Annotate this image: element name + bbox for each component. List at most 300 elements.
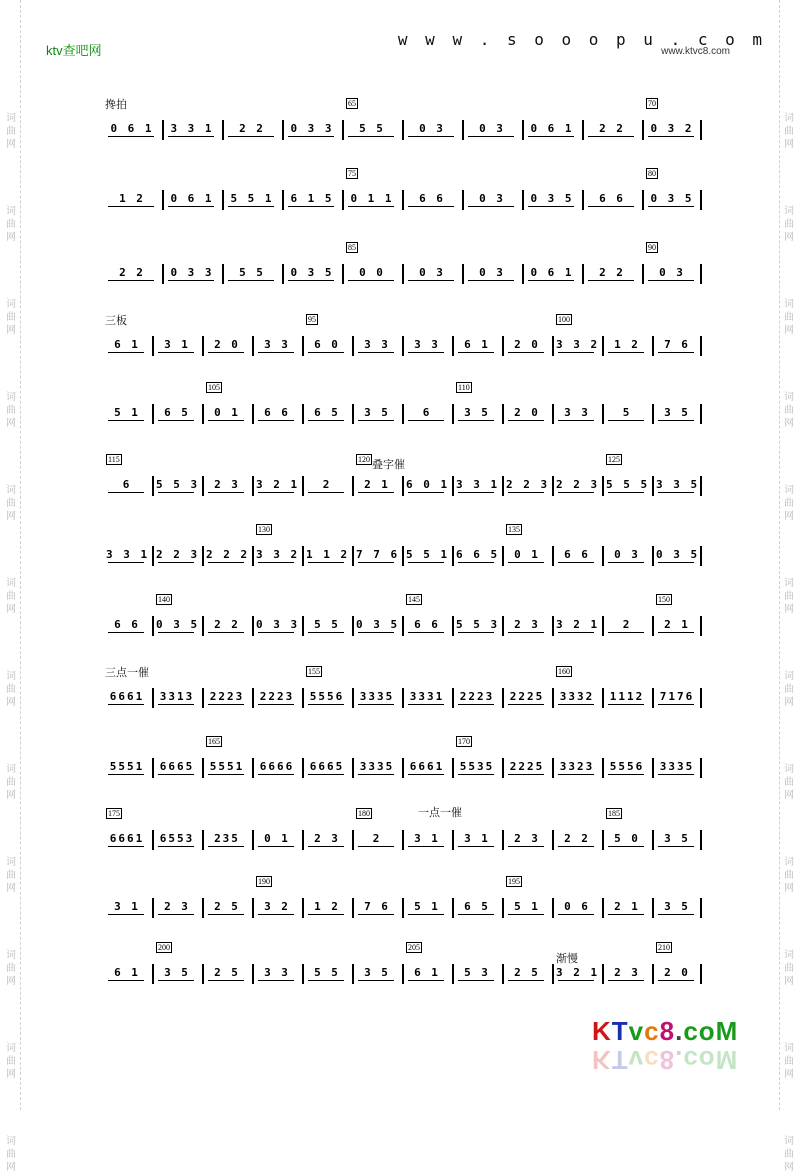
measure	[456, 760, 498, 773]
beam-underline	[608, 632, 644, 633]
measure-notes: 3 1	[464, 832, 490, 845]
measure-notes: 5 5 5	[606, 478, 650, 491]
watermark-glyph: 词	[6, 113, 16, 124]
bar-line	[222, 190, 224, 210]
beam-underline	[458, 492, 494, 493]
bar-line	[252, 758, 254, 778]
watermark-glyph: 曲	[784, 312, 794, 323]
bar-line	[252, 964, 254, 984]
bar-line	[602, 688, 604, 708]
bar-line	[282, 190, 284, 210]
bar-line	[552, 964, 554, 984]
measure	[356, 966, 398, 979]
beam-underline	[108, 914, 144, 915]
watermark-glyph: 曲	[6, 870, 16, 881]
measure-notes: 2 5	[214, 966, 240, 979]
beam-underline	[208, 980, 244, 981]
bar-line	[652, 964, 654, 984]
score-row	[102, 943, 702, 990]
measure-notes: 6553	[159, 832, 195, 845]
measure-number-box: 175	[108, 809, 120, 818]
measure	[206, 618, 248, 631]
bar-line	[202, 688, 204, 708]
bar-line	[152, 758, 154, 778]
measure-notes: 3 5	[664, 900, 690, 913]
measure	[106, 618, 148, 631]
measure-notes: 3 3	[264, 966, 290, 979]
watermark-glyph: 曲	[784, 1056, 794, 1067]
measure	[256, 338, 298, 351]
bar-line	[602, 898, 604, 918]
bar-line	[652, 898, 654, 918]
bar-line	[302, 336, 304, 356]
measure	[356, 690, 398, 703]
measure	[656, 760, 698, 773]
measure	[606, 690, 648, 703]
beam-underline	[358, 980, 394, 981]
measure	[356, 548, 398, 561]
beam-underline	[508, 352, 544, 353]
bar-line	[352, 688, 354, 708]
measure-notes: 3 1	[114, 900, 140, 913]
measure	[456, 690, 498, 703]
bar-line	[452, 336, 454, 356]
watermark-glyph-group	[784, 391, 794, 430]
watermark-glyph: 词	[6, 578, 16, 589]
watermark-glyph: 词	[6, 392, 16, 403]
beam-underline	[658, 492, 694, 493]
beam-underline	[408, 774, 444, 775]
bar-line	[252, 404, 254, 424]
beam-underline	[408, 562, 444, 563]
bar-line	[652, 404, 654, 424]
bar-line	[452, 830, 454, 850]
beam-underline	[558, 774, 594, 775]
measure-notes: 6661	[409, 760, 445, 773]
bar-line	[152, 546, 154, 566]
beam-underline	[558, 562, 594, 563]
watermark-glyph: 曲	[6, 963, 16, 974]
beam-underline	[258, 980, 294, 981]
watermark-glyph: 词	[6, 206, 16, 217]
watermark-glyph-group	[784, 856, 794, 895]
bar-line	[162, 120, 164, 140]
logo-letter: .	[675, 1016, 684, 1046]
measure-notes: 5535	[459, 760, 495, 773]
measure-notes: 2 2	[119, 266, 145, 279]
measure	[656, 548, 698, 561]
watermark-glyph: 词	[784, 950, 794, 961]
beam-underline	[508, 632, 544, 633]
bar-line	[452, 476, 454, 496]
measure-notes: 0 3 3	[256, 618, 300, 631]
beam-underline	[508, 774, 544, 775]
score-row	[102, 595, 702, 642]
measure-notes: 0 6	[564, 900, 590, 913]
bar-line	[152, 898, 154, 918]
right-watermark-strip	[779, 0, 798, 1173]
watermark-glyph: 曲	[784, 1149, 794, 1160]
end-bar-line	[700, 964, 702, 984]
bar-line	[302, 830, 304, 850]
measure-number-box: 125	[608, 455, 620, 464]
measure	[656, 406, 698, 419]
measure-notes: 0 6 1	[530, 266, 574, 279]
beam-underline	[258, 914, 294, 915]
beam-underline	[158, 562, 194, 563]
bar-line	[402, 964, 404, 984]
measure-notes: 3 5	[164, 966, 190, 979]
measure-notes: 0 3	[479, 192, 505, 205]
measure	[556, 832, 598, 845]
beam-underline	[158, 704, 194, 705]
watermark-glyph: 网	[6, 325, 16, 336]
measure	[556, 478, 598, 491]
site-name-left[interactable]: ktv查吧网	[46, 43, 102, 58]
measure	[606, 548, 648, 561]
measure-notes: 0 3	[659, 266, 685, 279]
bar-line	[352, 476, 354, 496]
watermark-glyph: 词	[784, 392, 794, 403]
measure-notes: 0 3	[419, 122, 445, 135]
measure-notes: 2 3	[514, 832, 540, 845]
watermark-glyph: 词	[784, 671, 794, 682]
bar-line	[352, 546, 354, 566]
watermark-glyph: 曲	[784, 963, 794, 974]
beam-underline	[308, 632, 344, 633]
beam-underline	[648, 280, 694, 281]
measure-number-box: 110	[458, 383, 470, 392]
measure	[456, 966, 498, 979]
measure	[306, 478, 348, 491]
measure-notes: 7 6	[664, 338, 690, 351]
site-subtitle-right[interactable]: www.ktvc8.com	[661, 46, 730, 57]
bar-line	[582, 190, 584, 210]
watermark-glyph: 曲	[6, 498, 16, 509]
measure-notes: 3 5	[464, 406, 490, 419]
watermark-glyph-group	[784, 1042, 794, 1081]
beam-underline	[358, 704, 394, 705]
bar-line	[342, 190, 344, 210]
beam-underline	[308, 562, 344, 563]
measure	[106, 406, 148, 419]
beam-underline	[288, 206, 334, 207]
measure	[166, 122, 218, 135]
watermark-glyph: 网	[6, 604, 16, 615]
bar-line	[652, 616, 654, 636]
beam-underline	[208, 632, 244, 633]
watermark-glyph-group	[6, 391, 16, 430]
measure	[406, 832, 448, 845]
measure-notes: 7176	[659, 690, 695, 703]
measure	[156, 832, 198, 845]
bar-line	[302, 758, 304, 778]
bar-line	[452, 898, 454, 918]
bar-line	[502, 898, 504, 918]
measure	[526, 266, 578, 279]
measure	[506, 900, 548, 913]
beam-underline	[228, 206, 274, 207]
measure	[506, 832, 548, 845]
bar-line	[352, 616, 354, 636]
logo-letter: T	[611, 1045, 629, 1075]
score-row	[102, 877, 702, 924]
measure	[256, 618, 298, 631]
beam-underline	[558, 704, 594, 705]
measure	[656, 690, 698, 703]
beam-underline	[558, 914, 594, 915]
watermark-glyph: 曲	[784, 498, 794, 509]
bar-line	[602, 546, 604, 566]
beam-underline	[348, 136, 394, 137]
measure-notes: 5 5 3	[456, 618, 500, 631]
beam-underline	[358, 774, 394, 775]
measure-notes: 2223	[209, 690, 245, 703]
bar-line	[552, 898, 554, 918]
watermark-glyph: 曲	[784, 777, 794, 788]
watermark-glyph-group	[6, 484, 16, 523]
measure-number-box: 160	[558, 667, 570, 676]
bar-line	[552, 688, 554, 708]
watermark-glyph: 词	[6, 1136, 16, 1147]
measure-number-box: 75	[348, 169, 356, 178]
measure-notes: 2 0	[514, 338, 540, 351]
bar-line	[652, 688, 654, 708]
watermark-glyph: 词	[6, 671, 16, 682]
watermark-glyph: 曲	[784, 126, 794, 137]
logo-letter: T	[611, 1016, 629, 1046]
beam-underline	[348, 206, 394, 207]
bar-line	[352, 898, 354, 918]
measure	[226, 122, 278, 135]
measure	[106, 832, 148, 845]
measure	[206, 478, 248, 491]
measure	[406, 900, 448, 913]
site-url-right[interactable]: w w w . s o o o p u . c o m	[397, 30, 766, 49]
measure	[356, 618, 398, 631]
bar-line	[252, 546, 254, 566]
measure-notes: 2	[622, 618, 632, 631]
watermark-glyph: 曲	[6, 777, 16, 788]
watermark-glyph: 网	[784, 697, 794, 708]
measure	[156, 618, 198, 631]
measure-number-box: 170	[458, 737, 470, 746]
measure	[506, 966, 548, 979]
measure-notes: 3 5	[364, 406, 390, 419]
measure-notes: 3 3	[364, 338, 390, 351]
bar-line	[582, 120, 584, 140]
measure	[606, 760, 648, 773]
measure	[226, 192, 278, 205]
measure	[586, 122, 638, 135]
beam-underline	[458, 846, 494, 847]
watermark-glyph: 网	[784, 1162, 794, 1173]
measure-number-box: 80	[648, 169, 656, 178]
beam-underline	[158, 492, 194, 493]
measure-notes: 2 1	[364, 478, 390, 491]
measure	[256, 548, 298, 561]
beam-underline	[458, 980, 494, 981]
measure	[256, 406, 298, 419]
bar-line	[452, 546, 454, 566]
beam-underline	[158, 980, 194, 981]
measure-notes: 6665	[159, 760, 195, 773]
measure-number-box: 155	[308, 667, 320, 676]
beam-underline	[108, 562, 144, 563]
bar-line	[642, 120, 644, 140]
beam-underline	[358, 492, 394, 493]
measure	[156, 690, 198, 703]
beam-underline	[158, 774, 194, 775]
bar-line	[652, 830, 654, 850]
measure-number-box: 180	[358, 809, 370, 818]
measure	[106, 966, 148, 979]
measure	[306, 338, 348, 351]
measure	[506, 406, 548, 419]
bar-line	[202, 476, 204, 496]
measure-notes: 0 3	[479, 122, 505, 135]
measure-notes: 2223	[259, 690, 295, 703]
measure-notes: 2	[322, 478, 332, 491]
watermark-glyph: 词	[784, 299, 794, 310]
watermark-glyph-group	[784, 949, 794, 988]
bar-line	[282, 264, 284, 284]
watermark-glyph: 网	[6, 790, 16, 801]
bar-line	[552, 336, 554, 356]
measure	[356, 760, 398, 773]
measure	[256, 900, 298, 913]
measure-notes: 0 6 1	[110, 122, 154, 135]
watermark-glyph: 曲	[6, 1056, 16, 1067]
bar-line	[502, 758, 504, 778]
bar-line	[282, 120, 284, 140]
bar-line	[502, 546, 504, 566]
bar-line	[152, 830, 154, 850]
beam-underline	[308, 704, 344, 705]
bar-line	[302, 616, 304, 636]
bar-line	[602, 830, 604, 850]
measure-notes: 5 5	[239, 266, 265, 279]
measure-notes: 5 1	[414, 900, 440, 913]
measure	[406, 618, 448, 631]
measure-number-box: 210	[658, 943, 670, 952]
measure-notes: 3332	[559, 690, 595, 703]
measure-notes: 6 6	[599, 192, 625, 205]
measure-number-box: 100	[558, 315, 570, 324]
measure	[406, 122, 458, 135]
measure	[156, 966, 198, 979]
measure-notes: 235	[214, 832, 240, 845]
score-row	[102, 383, 702, 430]
measure-number-box: 190	[258, 877, 270, 886]
watermark-glyph: 词	[784, 485, 794, 496]
bar-line	[502, 964, 504, 984]
beam-underline	[308, 846, 344, 847]
bar-line	[162, 190, 164, 210]
beam-underline	[308, 420, 344, 421]
measure-notes: 0 0	[359, 266, 385, 279]
measure	[506, 478, 548, 491]
logo-text	[592, 1016, 738, 1047]
measure-notes: 3 5	[364, 966, 390, 979]
left-watermark-strip	[2, 0, 21, 1173]
measure	[106, 548, 148, 561]
measure-notes: 2 1	[614, 900, 640, 913]
measure-notes: 3 3 5	[656, 478, 700, 491]
measure-notes: 6 1	[464, 338, 490, 351]
beam-underline	[608, 492, 644, 493]
bar-line	[452, 404, 454, 424]
measure-notes: 0 6 1	[170, 192, 214, 205]
score-row	[102, 737, 702, 784]
section-label-chaipai: 搀拍	[105, 98, 127, 111]
bar-line	[402, 898, 404, 918]
measure-notes: 2 0	[514, 406, 540, 419]
measure-notes: 5551	[109, 760, 145, 773]
measure-notes: 5 5 3	[156, 478, 200, 491]
bar-line	[462, 264, 464, 284]
beam-underline	[458, 562, 494, 563]
beam-underline	[308, 352, 344, 353]
bar-line	[252, 476, 254, 496]
watermark-glyph: 词	[6, 764, 16, 775]
measure-notes: 6661	[109, 832, 145, 845]
watermark-glyph: 网	[6, 418, 16, 429]
beam-underline	[108, 420, 144, 421]
measure	[506, 338, 548, 351]
watermark-glyph: 网	[6, 1069, 16, 1080]
logo-letter: coM	[683, 1045, 739, 1075]
watermark-glyph: 网	[6, 1162, 16, 1173]
beam-underline	[558, 352, 594, 353]
measure-notes: 1 2	[119, 192, 145, 205]
beam-underline	[408, 492, 444, 493]
bar-line	[522, 264, 524, 284]
watermark-glyph: 曲	[784, 219, 794, 230]
end-bar-line	[700, 616, 702, 636]
watermark-glyph-group	[6, 577, 16, 616]
bar-line	[652, 476, 654, 496]
bar-line	[402, 190, 404, 210]
measure-notes: 6665	[309, 760, 345, 773]
watermark-glyph-group	[6, 856, 16, 895]
measure	[206, 338, 248, 351]
measure	[606, 406, 648, 419]
bar-line	[522, 190, 524, 210]
watermark-glyph-group	[6, 763, 16, 802]
beam-underline	[358, 562, 394, 563]
beam-underline	[258, 846, 294, 847]
measure-notes: 1112	[609, 690, 645, 703]
measure	[656, 338, 698, 351]
beam-underline	[408, 846, 444, 847]
beam-underline	[208, 492, 244, 493]
measure-notes: 2223	[459, 690, 495, 703]
measure-notes: 3335	[359, 760, 395, 773]
beam-underline	[458, 420, 494, 421]
watermark-glyph: 曲	[6, 591, 16, 602]
logo-letter: K	[592, 1016, 612, 1046]
bar-line	[202, 964, 204, 984]
measure-notes: 2 3	[514, 618, 540, 631]
beam-underline	[158, 846, 194, 847]
beam-underline	[608, 914, 644, 915]
beam-underline	[108, 136, 154, 137]
beam-underline	[408, 206, 454, 207]
measure-number-box: 95	[308, 315, 316, 324]
measure-notes: 6 0	[314, 338, 340, 351]
beam-underline	[648, 206, 694, 207]
